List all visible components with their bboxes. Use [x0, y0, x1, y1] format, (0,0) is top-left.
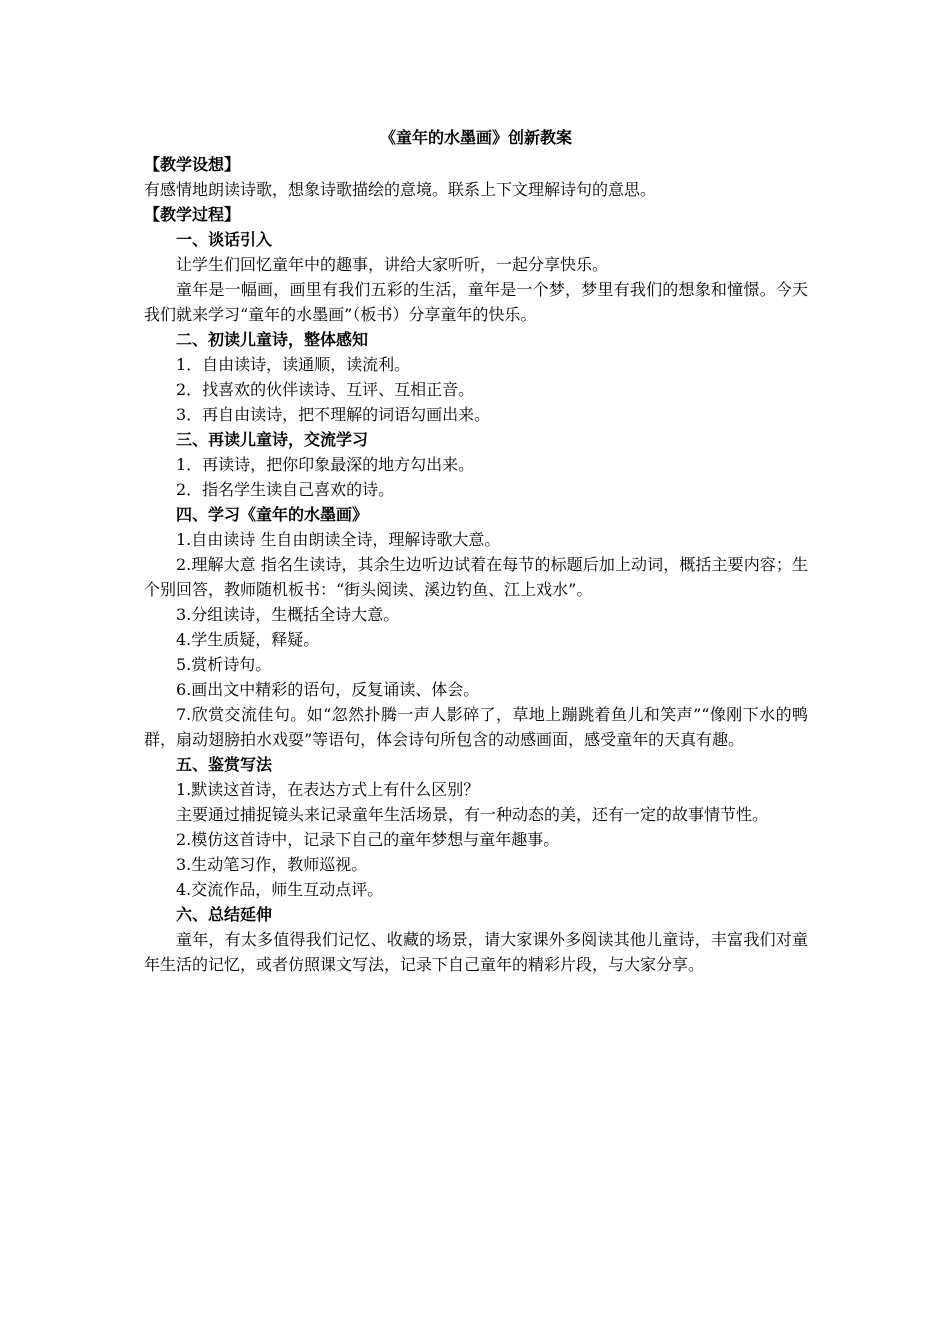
- list-item: 5.赏析诗句。: [176, 655, 272, 674]
- section-3-heading: 三、再读儿童诗，交流学习: [176, 430, 369, 449]
- section-6-heading: 六、总结延伸: [176, 905, 273, 924]
- list-item: 2.理解大意 指名生读诗，其余生边听边试着在每节的标题后加上动词，概括主要内容；生个别回答，教师随机板书：“街头阅读、溪边钓鱼、江上戏水”。: [144, 555, 808, 599]
- list-item: 1．自由读诗，读通顺，读流利。: [176, 355, 411, 374]
- list-item: 1．再读诗，把你印象最深的地方勾出来。: [176, 455, 475, 474]
- list-item: 4.交流作品，师生互动点评。: [176, 880, 384, 899]
- list-item: 2.模仿这首诗中，记录下自己的童年梦想与童年趣事。: [176, 830, 560, 849]
- list-item: 2．指名学生读自己喜欢的诗。: [176, 480, 395, 499]
- list-item: 4.学生质疑，释疑。: [176, 630, 320, 649]
- list-item: 3．再自由读诗，把不理解的词语勾画出来。: [176, 405, 491, 424]
- list-item: 3.生动笔习作，教师巡视。: [176, 855, 368, 874]
- list-item: 1.自由读诗 生自由朗读全诗，理解诗歌大意。: [176, 530, 501, 549]
- document-title: 《童年的水墨画》创新教案: [379, 128, 572, 147]
- process-heading: 【教学过程】: [144, 205, 241, 224]
- paragraph: 让学生们回忆童年中的趣事，讲给大家听听，一起分享快乐。: [176, 255, 609, 274]
- paragraph: 童年，有太多值得我们记忆、收藏的场景，请大家课外多阅读其他儿童诗，丰富我们对童年生活的记忆，或者仿照课文写法，记录下自己童年的精彩片段，与大家分享。: [144, 930, 808, 974]
- design-text: 有感情地朗读诗歌，想象诗歌描绘的意境。联系上下文理解诗句的意思。: [144, 180, 657, 199]
- design-heading: 【教学设想】: [144, 155, 241, 174]
- list-item: 1.默读这首诗，在表达方式上有什么区别？: [176, 780, 480, 799]
- list-item: 3.分组读诗，生概括全诗大意。: [176, 605, 400, 624]
- section-2-heading: 二、初读儿童诗，整体感知: [176, 330, 369, 349]
- section-5-heading: 五、鉴赏写法: [176, 755, 273, 774]
- list-item: 2．找喜欢的伙伴读诗、互评、互相正音。: [176, 380, 475, 399]
- section-4-heading: 四、学习《童年的水墨画》: [176, 505, 369, 524]
- paragraph: 童年是一幅画，画里有我们五彩的生活，童年是一个梦，梦里有我们的想象和憧憬。今天我们就来学习“童年的水墨画”（板书）分享童年的快乐。: [144, 280, 808, 324]
- paragraph: 主要通过捕捉镜头来记录童年生活场景，有一种动态的美，还有一定的故事情节性。: [176, 805, 769, 824]
- list-item: 7.欣赏交流佳句。如“忽然扑腾一声人影碎了，草地上蹦跳着鱼儿和笑声”“像刚下水的鸭群，扇动翅膀拍水戏耍”等语句，体会诗句所包含的动感画面，感受童年的天真有趣。: [144, 705, 808, 749]
- document-page: [144, 125, 808, 977]
- list-item: 6.画出文中精彩的语句，反复诵读、体会。: [176, 680, 480, 699]
- section-1-heading: 一、谈话引入: [176, 230, 273, 249]
